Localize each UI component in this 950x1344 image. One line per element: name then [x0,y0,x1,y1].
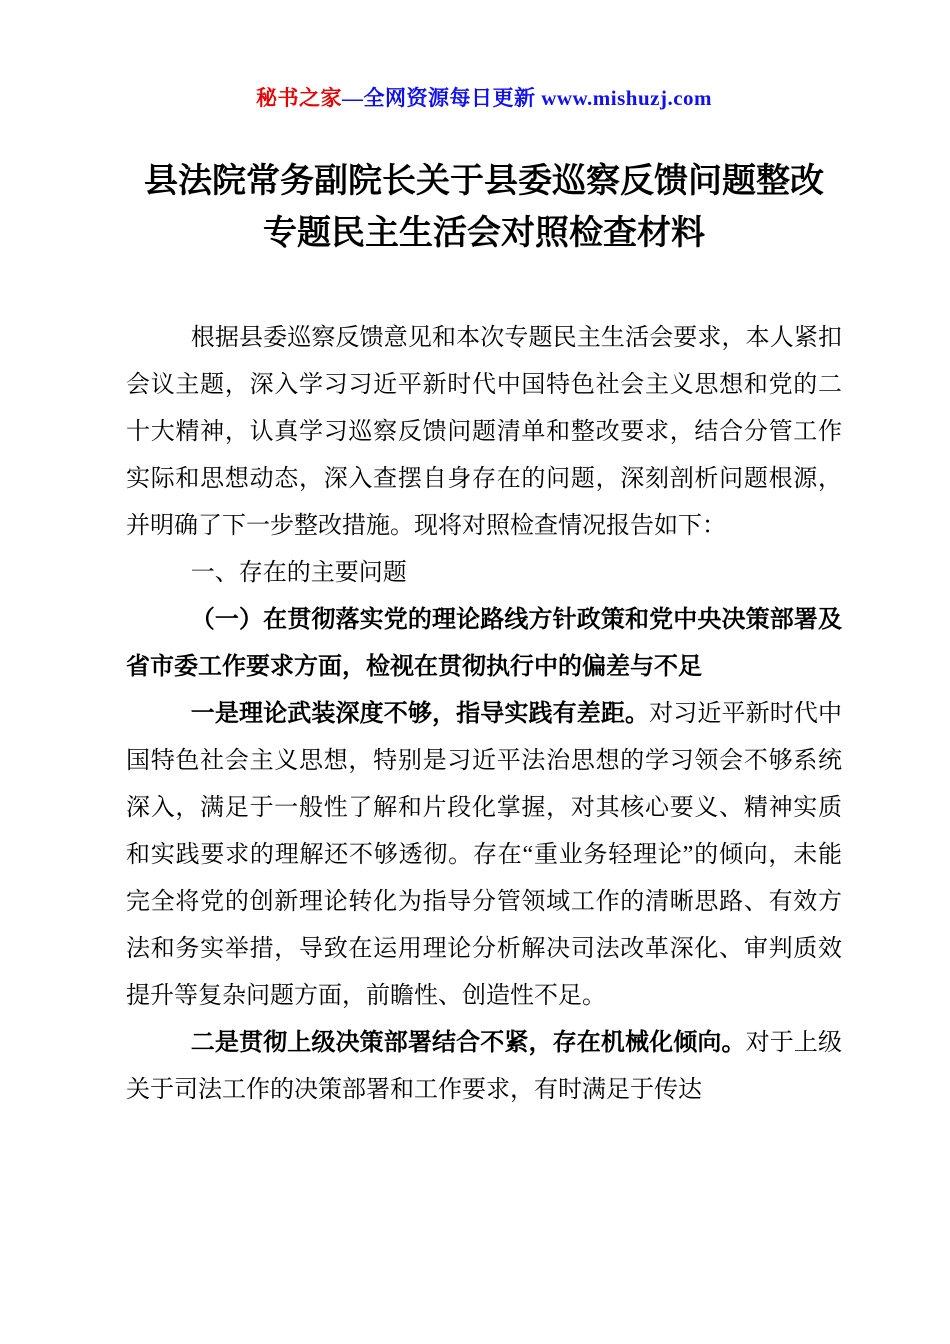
site-header [126,82,842,112]
point-paragraph-1 [126,691,842,1020]
section-heading-1: 一、存在的主要问题 [190,560,407,587]
point-1-lead: 一是理论武装深度不够，指导实践有差距。 [190,701,650,728]
point-1-text: 对习近平新时代中国特色社会主义思想，特别是习近平法治思想的学习领会不够系统深入，满足于一般性了解和片段化掌握，对其核心要义、精神实质和实践要求的理解还不够透彻。存在“重业务轻理论”的倾向，未能完全将党的创新理论转化为指导分管领域工作的清晰思路、有效方法和务实举措，导致在运用理论分析解决司法改革深化、审判质效提升等复杂问题方面，前瞻性、创造性不足。 [126,701,843,1010]
document-body [126,315,842,1114]
document-title-line2: 专题民主生活会对照检查材料 [263,214,705,252]
document-title-line1: 县法院常务副院长关于县委巡察反馈问题整改 [144,163,824,200]
site-url-link[interactable]: www.mishuzj.com [541,86,713,110]
point-2-lead: 二是贯彻上级决策部署结合不紧，存在机械化倾向。 [190,1030,746,1057]
site-brand: 秘书之家 [255,86,342,110]
document-title [126,156,842,259]
point-2-text: 对于上级关于司法工作的决策部署和工作要求，有时满足于传达 [126,1030,843,1104]
point-paragraph-2 [126,1020,842,1114]
subsection-heading-1: （一）在贯彻落实党的理论路线方针政策和党中央决策部署及省市委工作要求方面，检视在贯彻执行中的偏差与不足 [126,607,842,681]
intro-paragraph: 根据县委巡察反馈意见和本次专题民主生活会要求，本人紧扣会议主题，深入学习习近平新时代中国特色社会主义思想和党的二十大精神，认真学习巡察反馈问题清单和整改要求，结合分管工作实际和思想动态，深入查摆自身存在的问题，深刻剖析问题根源，并明确了下一步整改措施。现将对照检查情况报告如下： [126,325,842,540]
site-tagline: —全网资源每日更新 [341,86,542,110]
